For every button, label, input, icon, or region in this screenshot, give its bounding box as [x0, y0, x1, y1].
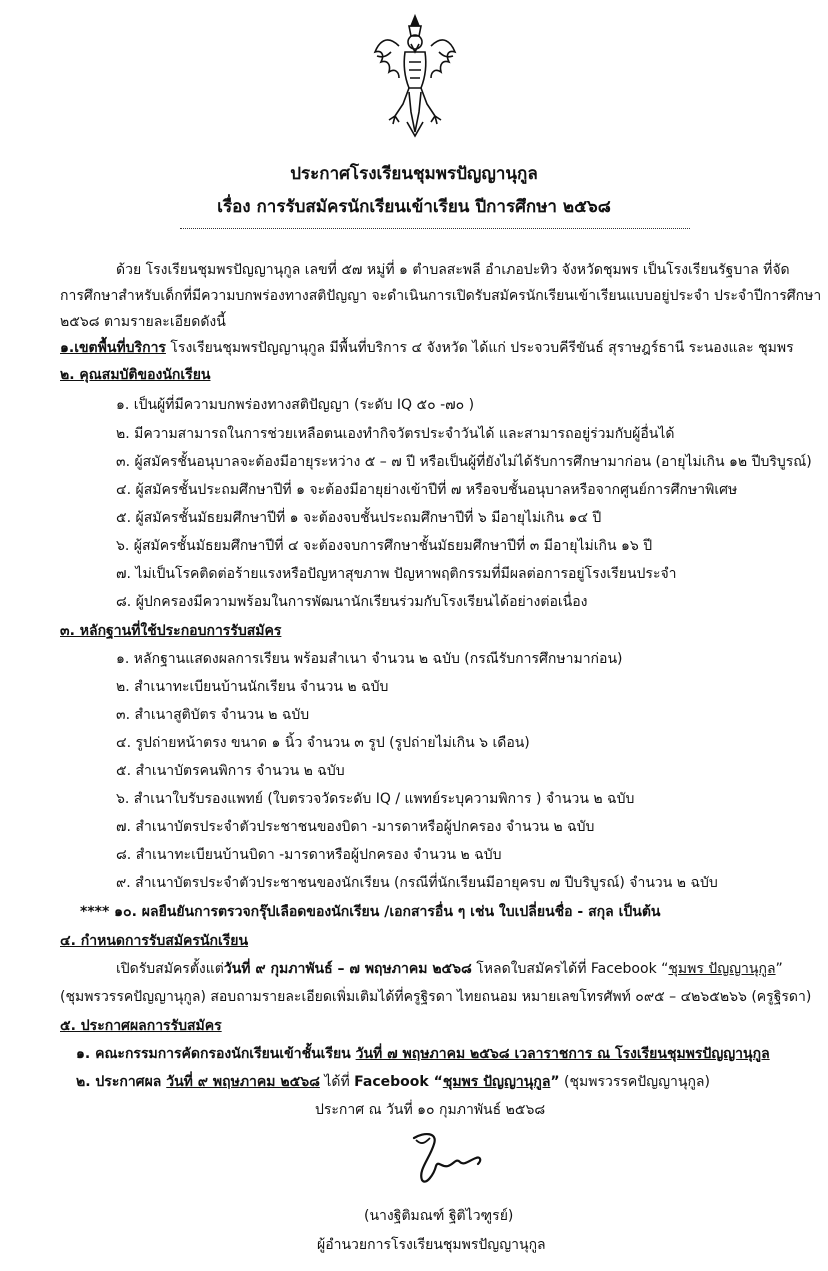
divider: [180, 228, 690, 229]
list-item: ๑. หลักฐานแสดงผลการเรียน พร้อมสำเนา จำนวน ๒ ฉบับ (กรณีรับการศึกษามาก่อน): [116, 651, 623, 667]
list-item: ๓. สำเนาสูติบัตร จำนวน ๒ ฉบับ: [116, 707, 310, 723]
signer-position: ผู้อำนวยการโรงเรียนชุมพรปัญญานุกูล: [317, 1237, 546, 1253]
intro-line-3: ๒๕๖๘ ตามรายละเอียดดังนี้: [60, 314, 226, 330]
announcement-date: ประกาศ ณ วันที่ ๑๐ กุมภาพันธ์ ๒๕๖๘: [315, 1102, 546, 1118]
result-date: วันที่ ๙ พฤษภาคม ๒๕๖๘: [166, 1074, 320, 1090]
text: ๒. ประกาศผล: [76, 1074, 167, 1090]
text: (ชุมพรวรรคปัญญานุกูล): [559, 1074, 710, 1090]
section-2-heading: ๒. คุณสมบัติของนักเรียน: [60, 367, 211, 383]
list-item: ๘. ผู้ปกครองมีความพร้อมในการพัฒนานักเรียนร่วมกับโรงเรียนได้อย่างต่อเนื่อง: [116, 594, 588, 610]
text: ๑. คณะกรรมการคัดกรองนักเรียนเข้าชั้นเรียน: [76, 1046, 356, 1062]
section-4-line-2: (ชุมพรวรรคปัญญานุกูล) สอบถามรายละเอียดเพิ่มเติมได้ที่ครูฐิรดา ไทยถนอม หมายเลขโทรศัพท์ ๐๙๕ – ๔๒๖๕๒๖๖ (ครูฐิรดา): [60, 989, 812, 1005]
list-item: ๒. สำเนาทะเบียนบ้านนักเรียน จำนวน ๒ ฉบับ: [116, 679, 389, 695]
section-5-item-1: [76, 1045, 770, 1063]
section-1-text: โรงเรียนชุมพรปัญญานุกูล มีพื้นที่บริการ ๔ จังหวัด ได้แก่ ประจวบคีรีขันธ์ สุราษฎร์ธานี ระนองและ ชุมพร: [165, 340, 794, 356]
section-1-heading: ๑.เขตพื้นที่บริการ: [60, 340, 166, 356]
list-item: ๘. สำเนาทะเบียนบ้านบิดา -มารดาหรือผู้ปกครอง จำนวน ๒ ฉบับ: [116, 847, 502, 863]
intro-line-2: การศึกษาสำหรับเด็กที่มีความบกพร่องทางสติปัญญา จะดำเนินการเปิดรับสมัครนักเรียนเข้าเรียนแบบอยู่ประจำ ประจำปีการศึกษา: [60, 288, 822, 304]
facebook-page-link[interactable]: ชุมพร ปัญญานุกูล: [668, 961, 776, 977]
list-item: ๔. ผู้สมัครชั้นประถมศึกษาปีที่ ๑ จะต้องมีอายุย่างเข้าปีที่ ๗ หรือจบชั้นอนุบาลหรือจากศูนย์การศึกษาพิเศษ: [116, 482, 738, 498]
list-item: ๗. สำเนาบัตรประจำตัวประชาชนของบิดา -มารดาหรือผู้ปกครอง จำนวน ๒ ฉบับ: [116, 819, 595, 835]
section-1: [60, 339, 794, 357]
list-item: ๓. ผู้สมัครชั้นอนุบาลจะต้องมีอายุระหว่าง ๕ – ๗ ปี หรือเป็นผู้ที่ยังไม่ได้รับการศึกษามาก่อน (อายุไม่เกิน ๑๒ ปีบริบูรณ์): [116, 454, 812, 470]
list-item: ๙. สำเนาบัตรประจำตัวประชาชนของนักเรียน (กรณีที่นักเรียนมีอายุครบ ๗ ปีบริบูรณ์) จำนวน ๒ ฉบับ: [116, 875, 718, 891]
text: ได้ที่: [319, 1074, 355, 1090]
text: ”: [550, 1074, 560, 1090]
list-item: ๔. รูปถ่ายหน้าตรง ขนาด ๑ นิ้ว จำนวน ๓ รูป (รูปถ่ายไม่เกิน ๖ เดือน): [116, 735, 530, 751]
garuda-emblem: [369, 12, 461, 140]
document-title: ประกาศโรงเรียนชุมพรปัญญานุกูล: [290, 164, 538, 184]
text: โหลดใบสมัครได้ที่ Facebook “: [471, 961, 669, 977]
document-subject: เรื่อง การรับสมัครนักเรียนเข้าเรียน ปีการศึกษา ๒๕๖๘: [217, 197, 611, 217]
signature: [404, 1130, 486, 1188]
open-dates: วันที่ ๙ กุมภาพันธ์ – ๗ พฤษภาคม ๒๕๖๘: [223, 961, 472, 977]
screening-date: วันที่ ๗ พฤษภาคม ๒๕๖๘ เวลาราชการ ณ โรงเรียนชุมพรปัญญานุกูล: [355, 1046, 770, 1062]
section-3-note: **** ๑๐. ผลยืนยันการตรวจกรุ๊ปเลือดของนักเรียน /เอกสารอื่น ๆ เช่น ใบเปลี่ยนชื่อ - สกุล เป็นต้น: [80, 904, 661, 920]
text: Facebook “: [354, 1074, 443, 1090]
facebook-page-link[interactable]: ชุมพร ปัญญานุกูล: [442, 1074, 551, 1090]
text: เปิดรับสมัครตั้งแต่: [116, 961, 224, 977]
intro-line-1: ด้วย โรงเรียนชุมพรปัญญานุกูล เลขที่ ๕๗ หมู่ที่ ๑ ตำบลสะพลี อำเภอปะทิว จังหวัดชุมพร เป็นโรงเรียนรัฐบาล ที่จัด: [116, 262, 790, 278]
text: ”: [775, 961, 783, 977]
section-4-heading: ๔. กำหนดการรับสมัครนักเรียน: [60, 933, 249, 949]
list-item: ๗. ไม่เป็นโรคติดต่อร้ายแรงหรือปัญหาสุขภาพ ปัญหาพฤติกรรมที่มีผลต่อการอยู่โรงเรียนประจำ: [116, 566, 677, 582]
list-item: ๖. สำเนาใบรับรองแพทย์ (ใบตรวจวัดระดับ IQ / แพทย์ระบุความพิการ ) จำนวน ๒ ฉบับ: [116, 791, 635, 807]
list-item: ๑. เป็นผู้ที่มีความบกพร่องทางสติปัญญา (ระดับ IQ ๕๐ -๗๐ ): [116, 397, 475, 413]
signer-name: (นางฐิติมณฑ์ ฐิติไวฑูรย์): [364, 1208, 514, 1224]
section-5-item-2: [76, 1073, 710, 1091]
section-3-heading: ๓. หลักฐานที่ใช้ประกอบการรับสมัคร: [60, 623, 282, 639]
list-item: ๖. ผู้สมัครชั้นมัธยมศึกษาปีที่ ๔ จะต้องจบการศึกษาชั้นมัธยมศึกษาปีที่ ๓ มีอายุไม่เกิน ๑๖ ปี: [116, 538, 653, 554]
section-4-line-1: [116, 960, 783, 978]
list-item: ๒. มีความสามารถในการช่วยเหลือตนเองทำกิจวัตรประจำวันได้ และสามารถอยู่ร่วมกับผู้อื่นได้: [116, 426, 675, 442]
list-item: ๕. สำเนาบัตรคนพิการ จำนวน ๒ ฉบับ: [116, 763, 345, 779]
section-5-heading: ๕. ประกาศผลการรับสมัคร: [60, 1018, 222, 1034]
list-item: ๕. ผู้สมัครชั้นมัธยมศึกษาปีที่ ๑ จะต้องจบชั้นประถมศึกษาปีที่ ๖ มีอายุไม่เกิน ๑๔ ปี: [116, 510, 602, 526]
